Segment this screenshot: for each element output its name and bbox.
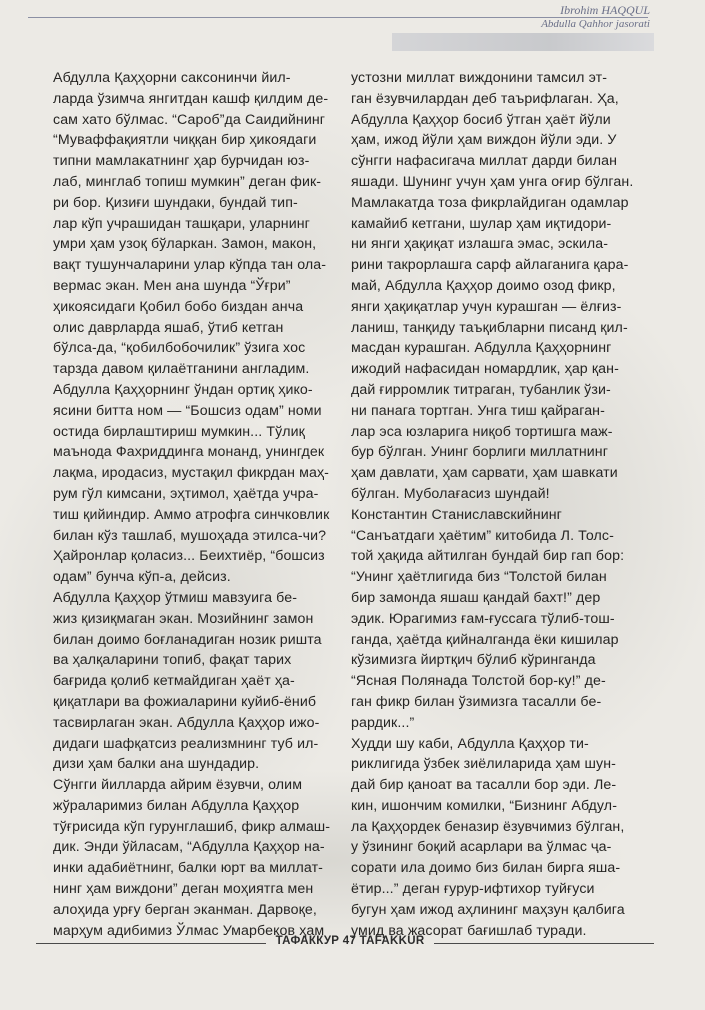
paragraph: Абдулла Қаҳҳорни саксонинчи йил- ларда ўзимча янгитдан кашф қилдим де- сам хато бўлмас. “Сароб”да Саидийнинг “Муваффақиятли чиққан бир ҳикоядаги типни мамлакатнинг ҳар бурчидан юз- лаб, минглаб топиш мумкин” деган фик- ри бор. Қизиғи шундаки, бундай тип- лар кўп учрашидан ташқари, уларнинг умри ҳам узоқ бўларкан. Замон, макон, вақт тушунчаларини улар кўпда тан ола- вермас экан. Мен ана шунда “Ўғри” ҳикоясидаги Қобил бобо биздан анча олис даврларда яшаб, ўтиб кетган бўлса-да, “қобилбобочилик” ўзига хос тарзда давом қилаётганини англадим. [53, 70, 329, 378]
faded-banner [392, 33, 654, 51]
paragraph: Худди шу каби, Абдулла Қаҳҳор ти- риклигида ўзбек зиёлиларида ҳам шун- дай бир қаноат ва тасалли бор эди. Ле- кин, ишончим комилки, “Бизнинг Абдул- ла Қаҳҳордек беназир ёзувчимиз бўлган, у ўзининг боқий асарлари ва ўлмас ҷа- сорати ила доимо биз билан бирга яша- ётир...” деган ғурур-ифтихор туйғуси бугун ҳам ижод аҳлининг маҳзун қалбига умид ва жасорат бағишлаб туради. [351, 735, 625, 939]
header-subtitle: Abdulla Qahhor jasorati [541, 18, 650, 30]
footer-rule-right [434, 943, 654, 944]
paragraph: Абдулла Қаҳҳор ўтмиш мавзуига бе- жиз қизиқмаган экан. Мозийнинг замон билан доимо боғланадиган нозик ришта ва ҳалқаларини топиб, фақат тарих бағрида қолиб кетмайдиган ҳаёт ҳа- қиқатлари ва фожиаларини куйиб-ёниб тасвирлаган экан. Абдулла Қаҳҳор ижо- дидаги шафқатсиз реализмнинг туб ил- дизи ҳам балки ана шундадир. [53, 589, 322, 773]
paragraph: Сўнгги йилларда айрим ёзувчи, олим жўраларимиз билан Абдулла Қаҳҳор тўғрисида кўп гурунглашиб, фикр алмаш- дик. Энди ўйласам, “Абдулла Қаҳҳор на- инки адабиётнинг, балки юрт ва миллат- нинг ҳам виждони” деган моҳиятга мен алоҳида урғу берган эканман. Дарвоқе, марҳум адибимиз Ўлмас Умарбеков ҳам [53, 777, 331, 939]
right-column [351, 68, 656, 941]
header-author: Ibrohim HAQQUL [560, 3, 650, 17]
page-footer [0, 934, 705, 954]
paragraph: Константин Станиславскийнинг “Санъатдаги ҳаётим” китобида Л. Толс- той ҳақида айтилган бундай бир гап бор: “Унинг ҳаётлигида биз “Толстой билан бир замонда яшаш қандай бахт!” дер эдик. Юрагимиз ғам-ғуссага тўлиб-тош- ганда, ҳаётда қийналганда ёки кишилар кўзимизга йиртқич бўлиб кўринганда “Ясная Полянада Толстой бор-ку!” де- ган фикр билан ўзимизга тасалли бе- рардик...” [351, 506, 625, 731]
footer-rule-left [36, 943, 266, 944]
paragraph: устозни миллат виждонини тамсил эт- ган ёзувчилардан деб таърифлаган. Ҳа, Абдулла Қаҳҳор босиб ўтган ҳаёт йўли ҳам, ижод йўли ҳам виждон йўли эди. У сўнгги нафасигача миллат дарди билан яшади. Шунинг учун ҳам унга оғир бўлган. Мамлакатда тоза фикрлайдиган одамлар камайиб кетгани, шулар ҳам иқтидори- ни янги ҳақиқат излашга эмас, эскила- рини такрорлашга сарф айлаганига қара- май, Абдулла Қаҳҳор доимо озод фикр, янги ҳақиқатлар учун курашган — ёлғиз- ланиш, танқиду таъқибларни писанд қил- масдан курашган. Абдулла Қаҳҳорнинг ижодий нафасидан номардлик, ҳар қан- дай ғирромлик титраган, тубанлик ўзи- ни панага тортган. Унга тиш қайраган- лар эса юзларига ниқоб тортишга маж- бур бўлган. Унинг борлиги миллатнинг ҳам давлати, ҳам сарвати, ҳам шавкати бўлган. Муболағасиз шундай! [351, 70, 634, 502]
paragraph: Абдулла Қаҳҳорнинг ўндан ортиқ ҳико- ясини битта ном — “Бошсиз одам” номи остида бирлаштириш мумкин... Тўлиқ маънода Фахриддинга монанд, унингдек лақма, иродасиз, мустақил фикрдан маҳ- рум гўл кимсани, эҳтимол, ҳаётда учра- тиш қийиндир. Аммо атрофга синчковлик билан кўз ташлаб, мушоҳада этилса-чи? Ҳайронлар қоласиз... Беихтиёр, “бошсиз одам” бунча кўп-а, дейсиз. [53, 381, 330, 586]
page-folio: ТАФАККУР 47 TAFAKKUR [275, 935, 425, 947]
left-column [53, 68, 340, 941]
header-rule [28, 17, 648, 18]
